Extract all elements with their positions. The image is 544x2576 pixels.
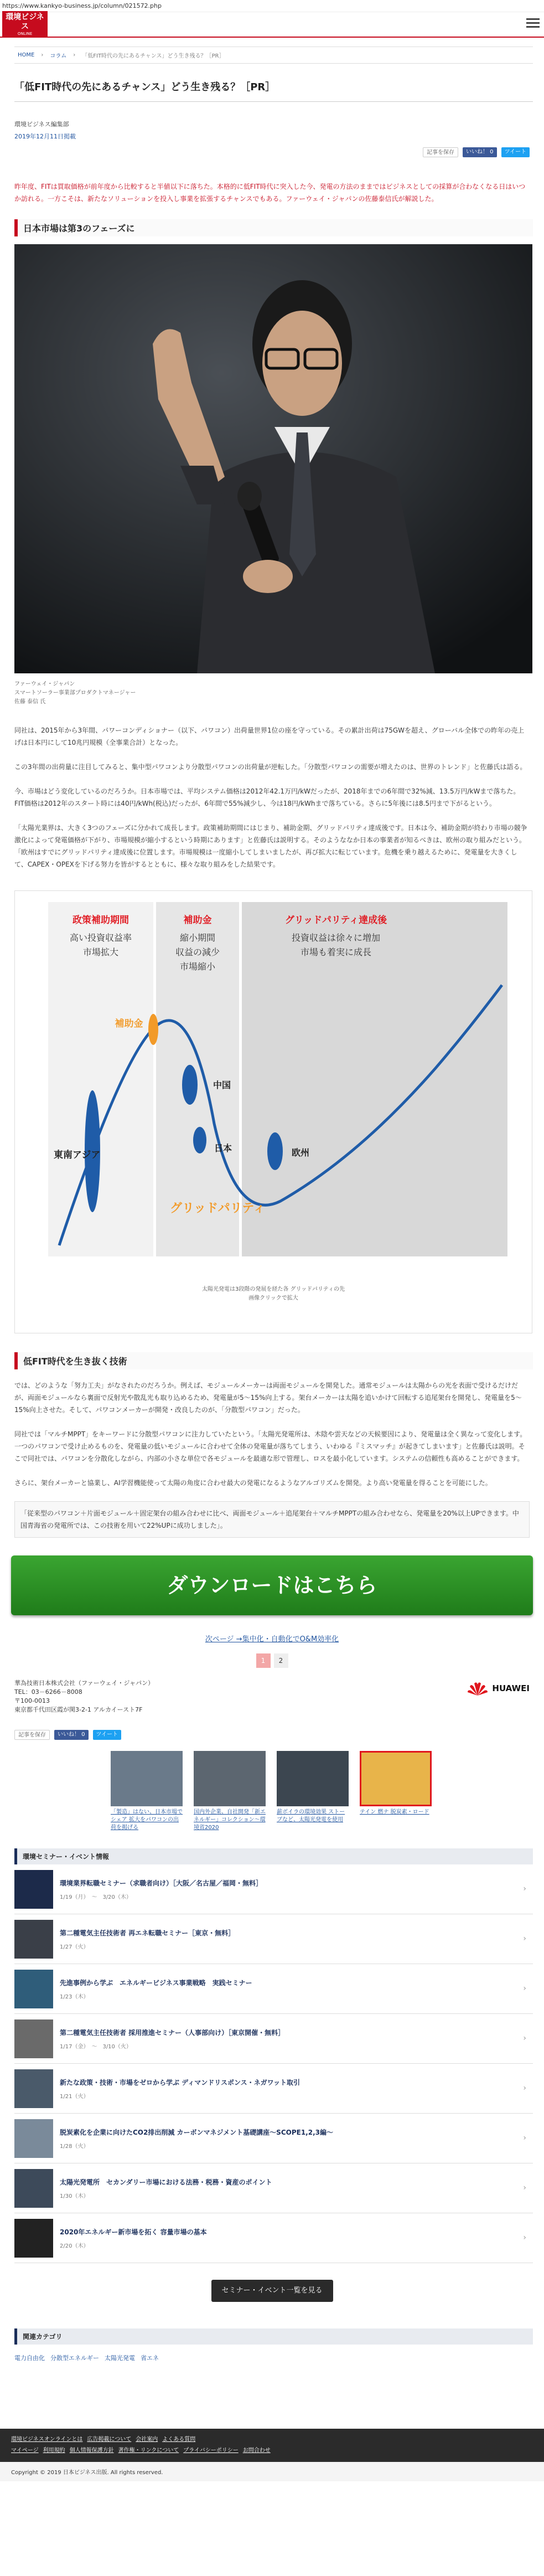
phase-text-3a: 投資収益は徐々に増加 — [291, 932, 381, 943]
phase-text-2b: 収益の減少 — [175, 947, 220, 957]
seminar-item[interactable] — [14, 1964, 533, 2014]
chevron-right-icon: › — [523, 1984, 526, 1993]
seminar-item[interactable] — [14, 1864, 533, 1914]
phase-label-1: 政策補助期間 — [72, 915, 129, 926]
download-button[interactable]: ダウンロードはこちら — [11, 1555, 533, 1615]
seminar-thumbnail — [14, 1920, 53, 1959]
save-article-button[interactable]: 記事を保存 — [423, 147, 458, 157]
related-articles — [111, 1751, 544, 1832]
category-link[interactable]: 分散型エネルギー — [50, 2355, 99, 2362]
phase-text-1a: 高い投資収益率 — [69, 932, 132, 943]
annot-subsidy: 補助金 — [115, 1018, 143, 1029]
chevron-right-icon: › — [523, 1934, 526, 1943]
footer-link[interactable]: 広告掲載について — [87, 2436, 132, 2443]
category-list — [14, 2353, 530, 2362]
seminar-date: 1/21（火） — [60, 2093, 89, 2100]
page-2[interactable]: 2 — [274, 1653, 288, 1668]
seminar-thumbnail — [14, 2019, 53, 2058]
seminar-thumbnail — [14, 2219, 53, 2258]
article-date: 2019年12月11日掲載 — [14, 133, 76, 140]
seminar-title: 脱炭素化を企業に向けたCO2排出削減 カーボンマネジメント基礎講座～SCOPE1,2,3編～ — [60, 2128, 333, 2136]
chart-caption: 太陽光発電は3段階の発展を経た各 グリッドパリティの先 画像クリックで拡大 — [202, 1286, 345, 1301]
chevron-right-icon: › — [523, 2084, 526, 2093]
seminar-thumbnail — [14, 2069, 53, 2108]
seminar-thumbnail — [14, 1870, 53, 1909]
chevron-right-icon: › — [523, 1884, 526, 1893]
next-page-link[interactable]: 次ページ →集中化・自動化でO&M効率化 — [205, 1635, 339, 1644]
chevron-right-icon: › — [523, 2233, 526, 2242]
breadcrumb: HOME › コラム › 「低FIT時代の先にあるチャンス」どう生き残る？［PR］ — [14, 47, 533, 64]
seminar-item[interactable] — [14, 2064, 533, 2114]
related-article[interactable]: テイン 燃ナ 脱炭素・ロード — [360, 1751, 432, 1832]
related-article[interactable]: 「製造」はない、日本市場でシェア 拡大をパワコンの出荷を掲げる — [111, 1751, 183, 1832]
seminar-thumbnail — [14, 1970, 53, 2008]
footer-link[interactable]: 環境ビジネスオンラインとは — [11, 2436, 83, 2443]
category-link[interactable]: 太陽光発電 — [105, 2355, 135, 2362]
address-bar[interactable]: https://www.kankyo-business.jp/column/021572.php — [0, 0, 544, 12]
seminar-date: 1/17（金） ～ 3/10（火） — [60, 2043, 132, 2050]
breadcrumb-current: 「低FIT時代の先にあるチャンス」どう生き残る？［PR］ — [82, 53, 225, 59]
breadcrumb-home[interactable]: HOME — [18, 52, 35, 58]
tweet-button-bottom[interactable]: ツイート — [93, 1730, 122, 1740]
footer-link[interactable]: 著作権・リンクについて — [118, 2448, 179, 2454]
chevron-right-icon: › — [523, 2134, 526, 2142]
section-heading-1: 日本市場は第3のフェーズに — [14, 219, 533, 236]
annot-sea: 東南アジア — [54, 1150, 101, 1161]
market-marker-subsidy — [148, 1014, 158, 1045]
annot-japan: 日本 — [214, 1143, 232, 1153]
related-article[interactable]: 国内外企業、自社開発「新エネルギー」コレクション～環境省2020 — [194, 1751, 266, 1832]
huawei-flower-icon — [467, 1680, 489, 1697]
seminar-item[interactable] — [14, 2213, 533, 2263]
photo-caption: ファーウェイ・ジャパン スマートソーラー事業部プロダクトマネージャー 佐藤 泰信 氏 — [14, 681, 136, 705]
paragraph-8: 「従来型のパワコン＋片面モジュール＋固定架台の組み合わせに比べ、両面モジュール＋追尾架台＋マルチMPPTの組み合わせなら、発電量を20%以上UPできます。中国青海省の発電所では、この技術を用いて22%UPに成功しました」。 — [14, 1501, 530, 1538]
seminar-title: 2020年エネルギー新市場を拓く 容量市場の基本 — [60, 2228, 207, 2236]
article-lead: 昨年度、FITは買取価格が前年度から比較すると半値以下に落ちた。本格的に低FIT時代に突入した今、発電の方法のままではビジネスとしての採算が合わなくなる日はいつか訪れる。一方こそは、新たなソリューションを投入し事業を拡張するチャンスでもある。ファーウェイ・ジャパンの佐藤泰信氏が解説した。 — [14, 183, 526, 203]
annot-grid-parity: グリッドパリティ — [170, 1202, 266, 1215]
paragraph-6: 同社では「マルチMPPT」をキーワードに分散型パワコンに注力していたという。「太陽光発電所は、木陰や雲天などの天候要因により、発電量は全く異なって変化します。一つのパワコンで受け止めるものを、発電量の低いモジュールに合わせて全体の発電量が落ちてしまう、いわゆる『ミスマッチ』が起きてしまいます」と佐藤氏は説明。そこで同社では、パワコンを分散化しながら、内部の小さな単位で各モジュールを最適な形で管理し、ロスを最小化しています。システムの信頼性も高めることができます。 — [14, 1430, 527, 1462]
chevron-right-icon: › — [523, 2183, 526, 2192]
seminar-date: 1/28（火） — [60, 2143, 89, 2150]
paragraph-4: 「太陽光業界は、大きく3つのフェーズに分かれて成長します。政策補助期間にはじまり、補助金期、グリッドパリティ達成後です。日本は今、補助金期が終わり市場の競争激化によって発電価格が下がり、市場規模が縮小するという時期にあります」と佐藤氏は説明する。そのようななか日本の事業者が知るべきは、欧州の取り組みだという。「欧州はすでにグリッドパリティ達成後に位置します。市場規模は一度縮小してしまいましたが、再び拡大に転じています。危機を乗り越えるために、発電量を大きくして、CAPEX・OPEXを下げる努力を皆がするとともに、様々な取り組みをした結果です。 — [14, 824, 527, 868]
site-header — [0, 12, 544, 38]
seminar-thumbnail — [14, 2169, 53, 2208]
seminar-date: 1/19（月） ～ 3/20（木） — [60, 1894, 132, 1900]
annot-europe: 欧州 — [292, 1147, 310, 1158]
copyright: Copyright © 2019 日本ビジネス出版. All rights reserved. — [0, 2462, 544, 2481]
market-marker-japan — [193, 1127, 206, 1153]
footer-link[interactable]: 個人情報保護方針 — [69, 2448, 114, 2454]
seminar-item[interactable] — [14, 2114, 533, 2163]
phase-text-2a: 縮小期間 — [179, 932, 216, 943]
phase-text-2c: 市場縮小 — [179, 961, 216, 972]
phase-label-3: グリッドパリティ達成後 — [284, 915, 387, 926]
seminar-title: 新たな政策・技術・市場をゼロから学ぶ ディマンドリスポンス・ネガワット取引 — [60, 2078, 301, 2086]
paragraph-7: さらに、架台メーカーと協業し、AI学習機能使って太陽の角度に合わせ最大の発電になるようなアルゴリズムを開発。より高い発電量を得ることを可能にした。 — [14, 1479, 492, 1487]
seminar-title: 先進事例から学ぶ エネルギービジネス事業戦略 実践セミナー — [60, 1979, 252, 1987]
company-info: 華為技術日本株式会社（ファーウェイ・ジャパン） TEL：03－6266－8008 〒100-0013 東京都千代田区霞が関3-2-1 アルカイースト7F HUAWEI — [14, 1679, 530, 1713]
seminar-title: 環境業界転職セミナー（求職者向け）［大阪／名古屋／福岡・無料］ — [60, 1879, 263, 1887]
related-article[interactable]: 薪ボイラの環境効果 ストーブなど、太陽光発電を使用 — [277, 1751, 349, 1832]
paragraph-5: では、どのような「努力工夫」がなされたのだろうか。例えば、モジュールメーカーは両面モジュールを開発した。通常モジュールは太陽からの光を表面で受けるだけだが、両面モジュールなら裏面で反射光や散乱光も取り込めるため、発電量が5～15%向上する。架台メーカーは太陽を追いかけて回転する追尾架台を開発し、発電量を5～15%向上させた。そして、パワコンメーカーが開発・改良したのが、「分散型パワコン」だった。 — [14, 1382, 522, 1414]
footer-link[interactable]: マイページ — [11, 2448, 39, 2454]
seminar-heading: 環境セミナー・イベント情報 — [14, 1848, 533, 1864]
seminar-date: 1/23（木） — [60, 1993, 89, 2000]
page-1[interactable]: 1 — [256, 1653, 271, 1668]
seminar-list — [0, 1864, 544, 2263]
category-link[interactable]: 省エネ — [141, 2355, 159, 2362]
article-author: 環境ビジネス編集部 — [14, 121, 69, 128]
seminar-item[interactable] — [14, 2014, 533, 2064]
chevron-right-icon: › — [523, 2034, 526, 2043]
seminar-title: 第二種電気主任技術者 再エネ転職セミナー［東京・無料］ — [60, 1929, 235, 1937]
seminar-title: 太陽光発電所 セカンダリー市場における法務・税務・資産のポイント — [60, 2178, 272, 2186]
seminar-item[interactable] — [14, 1914, 533, 1964]
site-logo[interactable]: 環境ビジネス ONLINE — [2, 11, 48, 38]
phase-label-2: 補助金 — [183, 915, 212, 926]
annot-china: 中国 — [213, 1080, 231, 1090]
breadcrumb-column[interactable]: コラム — [50, 53, 67, 59]
paragraph-1: 同社は、2015年から3年間、パワーコンディショナー（以下、パワコン）出荷量世界1位の座を守っている。その累計出荷は75GWを超え、グローバル全体での昨年の売上げは日本円にして10兆円規模（全事業合計）となった。 — [14, 727, 525, 746]
footer-link[interactable]: プライバシーポリシー — [183, 2448, 239, 2454]
share-bar-bottom — [14, 1730, 530, 1740]
facebook-like-button-bottom[interactable]: いいね！ 0 — [54, 1730, 89, 1740]
phase-chart-svg — [15, 891, 533, 1273]
market-marker-europe — [267, 1132, 283, 1170]
seminar-item[interactable] — [14, 2163, 533, 2213]
footer-link[interactable]: 利用規約 — [43, 2448, 65, 2454]
share-bar — [0, 147, 530, 157]
footer-link[interactable]: 会社案内 — [136, 2436, 158, 2443]
speaker-illustration — [14, 244, 532, 673]
footer-link[interactable]: よくある質問 — [162, 2436, 196, 2443]
pagination — [0, 1653, 544, 1668]
save-article-button-bottom[interactable]: 記事を保存 — [14, 1730, 50, 1740]
seminar-date: 1/30（木） — [60, 2193, 89, 2199]
seminar-title: 第二種電気主任技術者 採用推進セミナー（人事部向け）［東京開催・無料］ — [60, 2028, 285, 2037]
paragraph-2: この3年間の出荷量に注目してみると、集中型パワコンより分散型パワコンの出荷量が逆転した。「分散型パワコンの需要が増えたのは、世界のトレンド」と佐藤氏は語る。 — [14, 763, 527, 771]
site-footer — [0, 2429, 544, 2462]
phase-chart[interactable] — [14, 890, 532, 1333]
market-marker-china — [182, 1065, 198, 1105]
huawei-logo: HUAWEI — [467, 1680, 530, 1697]
more-seminars-button[interactable]: セミナー・イベント一覧を見る — [211, 2280, 333, 2302]
paragraph-3: 今、市場はどう変化しているのだろうか。日本市場では、平均システム価格は2012年42.1万円/kWだったが、2018年までの6年間で32%減、13.5万円/kWまで落ちた。FIT価格は2012年のスタート時には40円/kWh(税込)だったが、6年間で55%減少し、今は18円/kWhまで落ちている。さらに5年後には8.5円まで下がるという。 — [14, 787, 520, 807]
facebook-like-button[interactable]: いいね！ 0 — [463, 147, 497, 157]
speaker-photo — [14, 244, 532, 673]
category-link[interactable]: 電力自由化 — [14, 2355, 45, 2362]
tweet-button[interactable]: ツイート — [501, 147, 530, 157]
menu-icon[interactable] — [526, 18, 540, 30]
seminar-date: 2/20（木） — [60, 2243, 89, 2249]
category-heading: 関連カテゴリ — [14, 2328, 533, 2345]
phase-text-3b: 市場も着実に成長 — [300, 947, 372, 957]
phase-bg-3 — [242, 902, 507, 1256]
seminar-thumbnail — [14, 2119, 53, 2158]
phase-text-1b: 市場拡大 — [82, 947, 119, 957]
section-heading-2: 低FIT時代を生き抜く技術 — [14, 1352, 533, 1369]
seminar-date: 1/27（火） — [60, 1944, 89, 1950]
page-title: 「低FIT時代の先にあるチャンス」どう生き残る？［PR］ — [14, 79, 533, 102]
footer-link[interactable]: お問合わせ — [242, 2448, 271, 2454]
